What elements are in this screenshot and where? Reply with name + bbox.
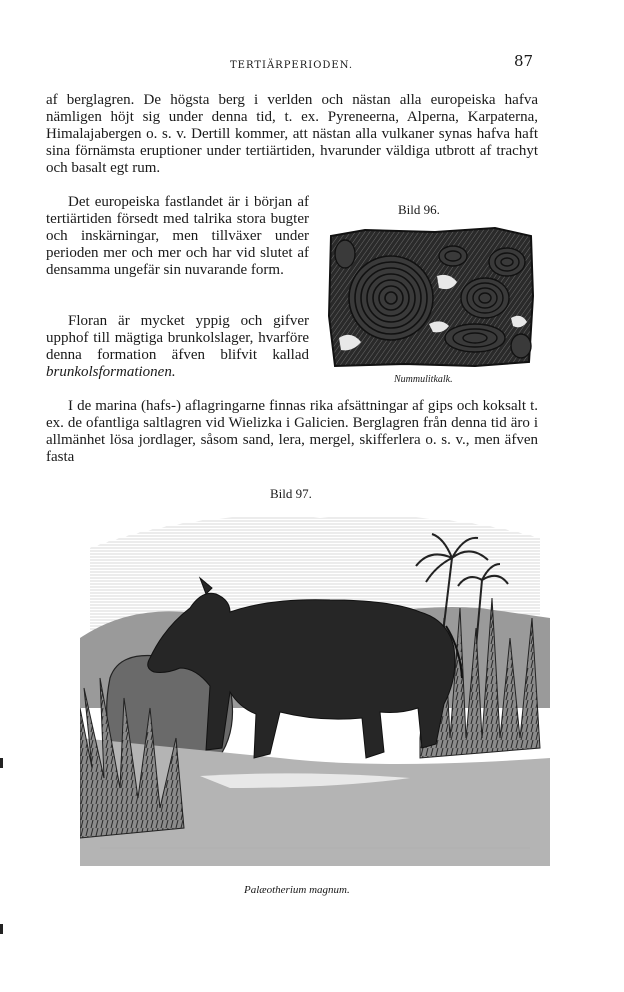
figure-96-caption: Nummulitkalk. [394,374,453,385]
figure-96-illustration [325,226,537,370]
paragraph-1-text: af berglagren. De högsta berg i verlden och nästan alla europeiska hafva nämligen höjt sig under denna tid, t. ex. Pyreneerna, Alperna, Karpaterna, Himalajabergen o. s. v. Dertill kommer, att nästan alla vulkaner synas hafva haft sina förnämsta eruptioner under tertiärtiden, hvarunder väldiga utbrott af trachyt och basalt egt rum. [46,92,538,176]
page-number: 87 [514,52,534,70]
paragraph-3-text [46,313,309,381]
figure-97-caption: Palæotherium magnum. [244,884,350,896]
paragraph-3 [46,313,309,381]
figure-97-illustration [80,508,550,866]
paragraph-2 [46,194,309,279]
scan-edge-mark-upper [0,758,3,768]
paragraph-4-text: I de marina (hafs-) aflagringarne finnas rika afsättningar af gips och koksalt t. ex. de ofantliga saltlagren vid Wielizka i Galicien. Berglagren från denna tid äro i allmänhet lösa jordlager, såsom sand, lera, mergel, skifferlera o. s. v., men äfven fasta [46,398,538,465]
paragraph-3-italic: brunkolsformationen. [46,364,176,380]
figure-96-label: Bild 96. [398,202,440,217]
paragraph-4 [46,398,538,466]
figure-97-label: Bild 97. [270,486,312,501]
running-head: TERTIÄRPERIODEN. [230,60,354,71]
paragraph-1 [46,92,538,177]
paragraph-3-main: Floran är mycket yppig och gifver upphof till mägtiga brunkolslager, hvarföre denna formation äfven blifvit kallad [46,313,309,363]
paragraph-2-text: Det europeiska fastlandet är i början af tertiärtiden försedt med talrika stora bugter och inskärningar, men tillväxer under perioden mer och mer och har vid slutet af densamma ungefär sin nuvarande form. [46,194,309,278]
scan-edge-mark-lower [0,924,3,934]
